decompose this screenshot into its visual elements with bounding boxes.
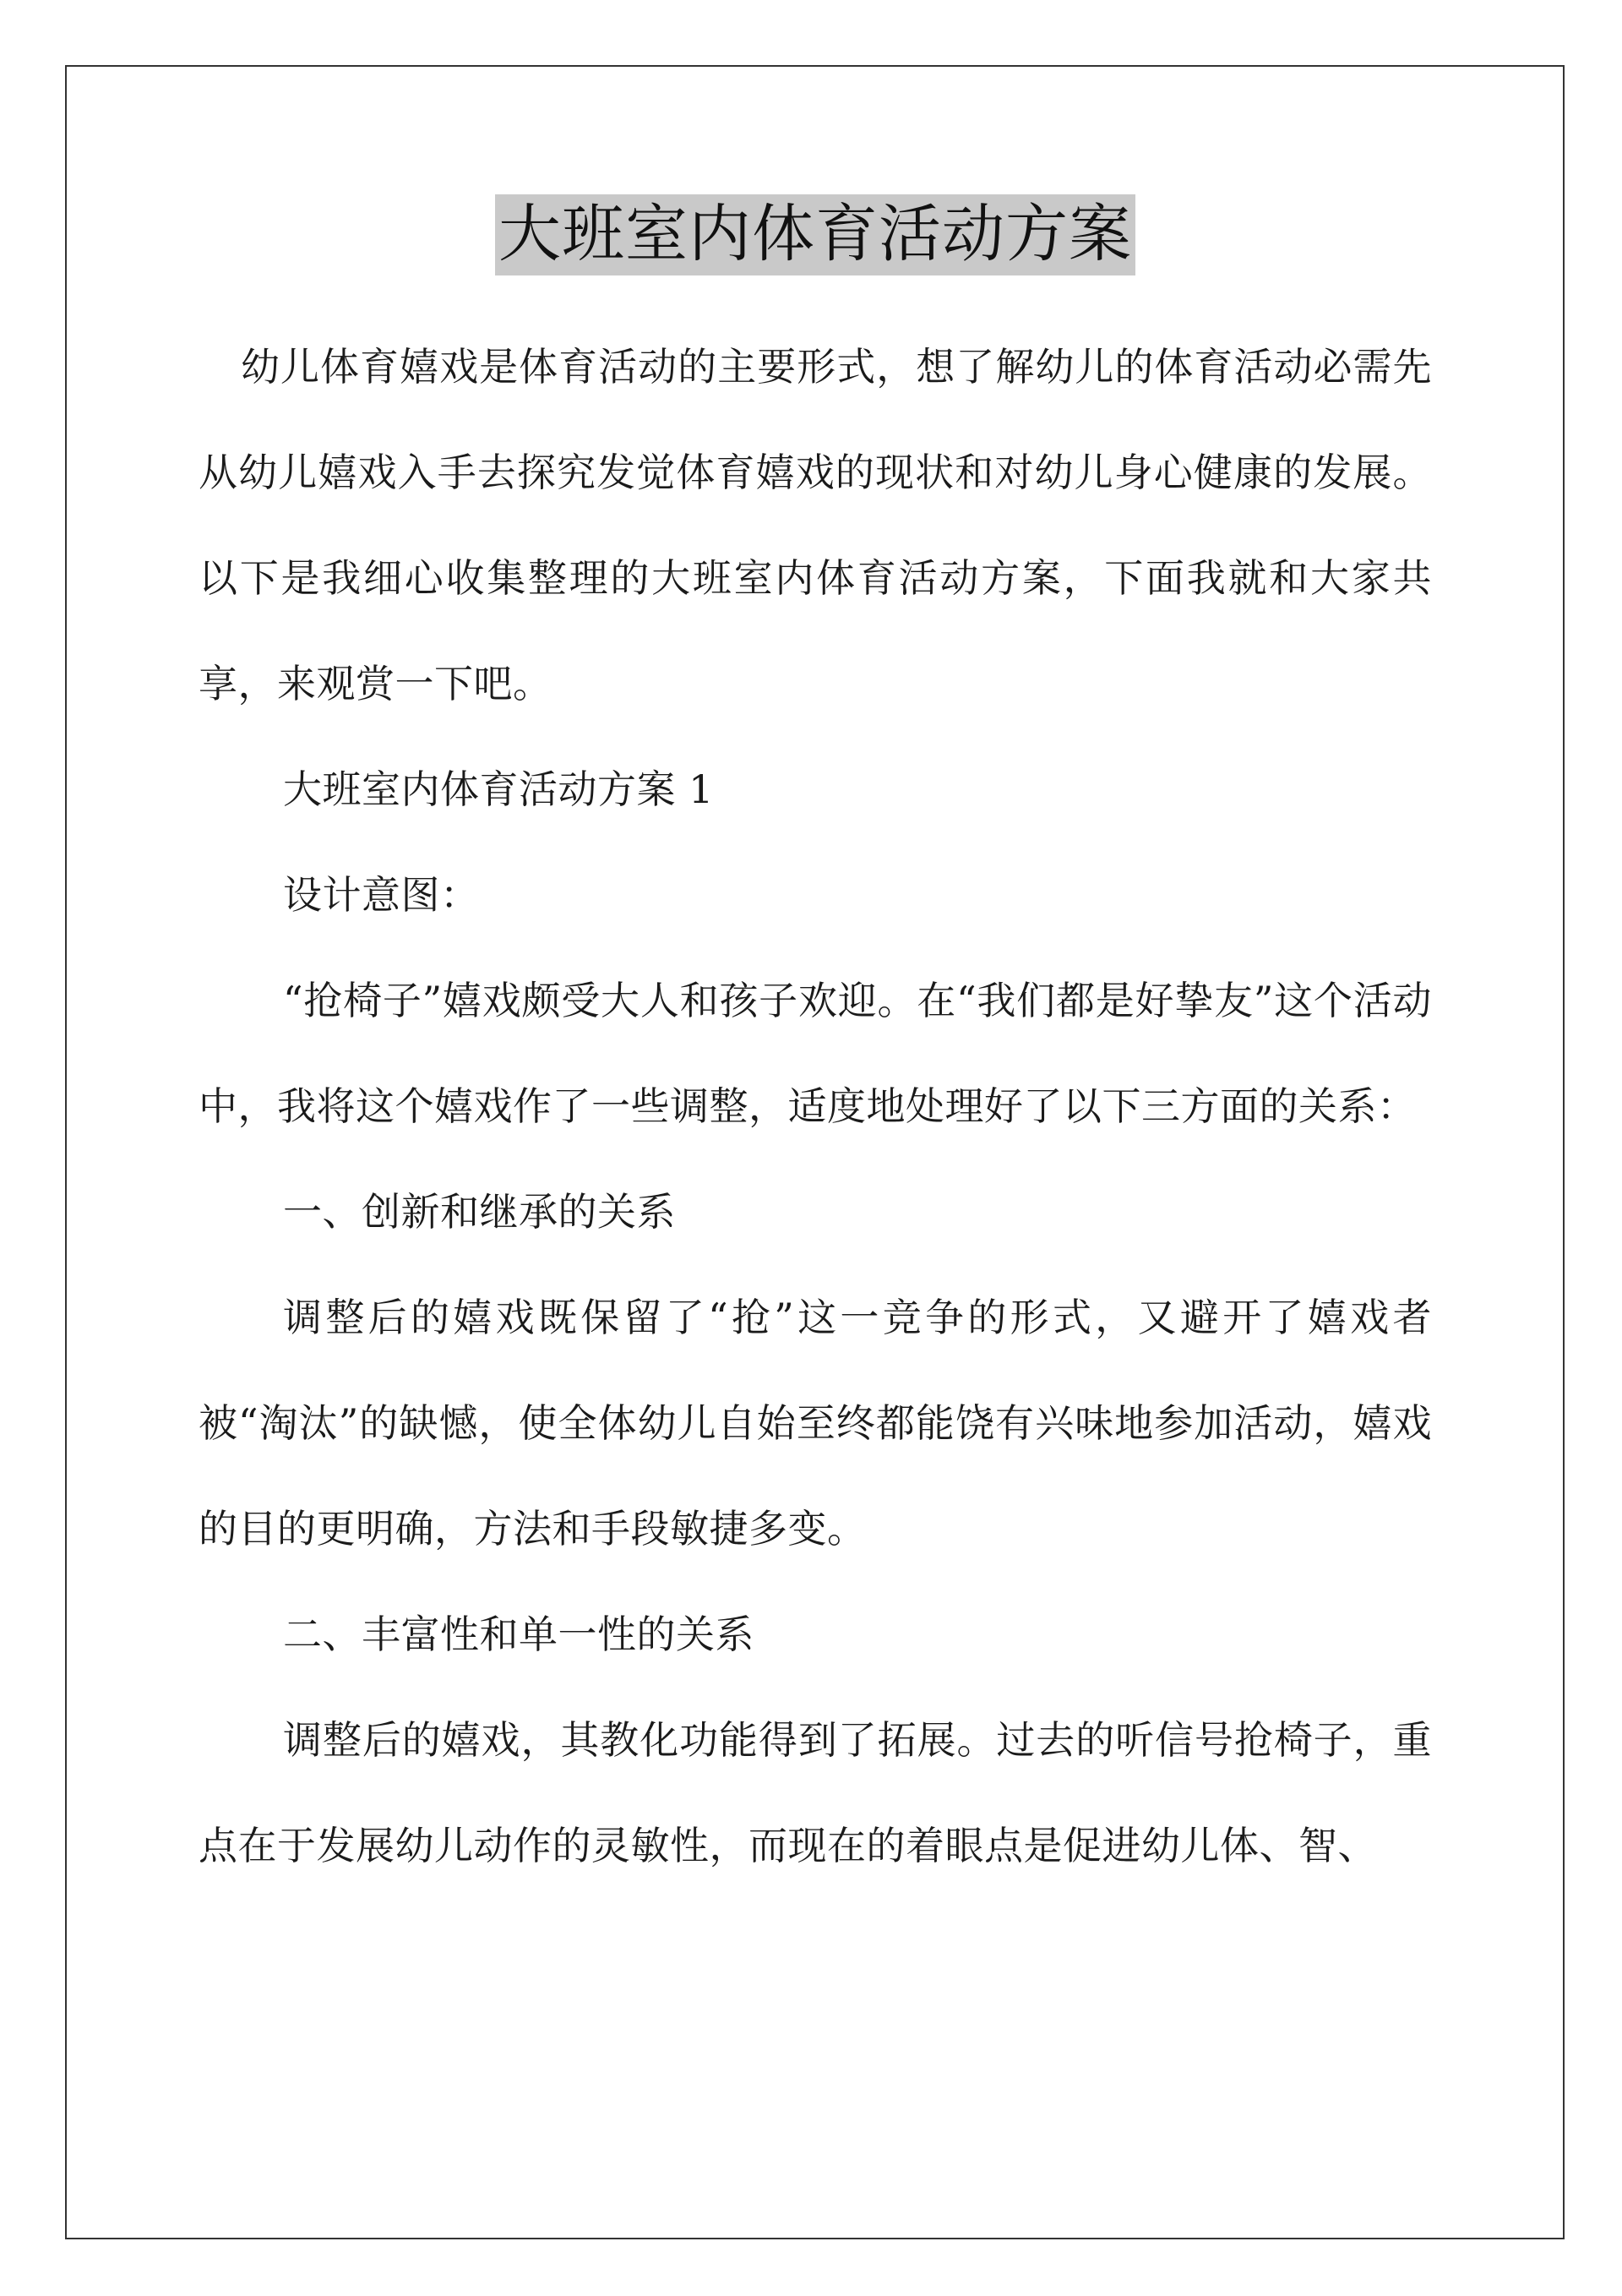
- paragraph-innovation: 调整后的嬉戏既保留了“抢”这一竞争的形式，又避开了嬉戏者被“淘汰”的缺憾，使全体幼儿自始至终都能饶有兴味地参加活动，嬉戏的目的更明确，方法和手段敏捷多变。: [199, 1295, 1432, 1552]
- section-heading-innovation: 一、创新和继承的关系: [283, 1189, 676, 1235]
- section-heading-plan-1: 大班室内体育活动方案 1: [283, 766, 714, 812]
- title-wrap: [199, 194, 1432, 279]
- paragraph-richness: 调整后的嬉戏，其教化功能得到了拓展。过去的听信号抢椅子，重点在于发展幼儿动作的灵敏性，而现在的着眼点是促进幼儿体、智、: [199, 1717, 1432, 1868]
- section-heading-richness: 二、丰富性和单一性的关系: [283, 1612, 754, 1657]
- paragraph-game-description: “抢椅子”嬉戏颇受大人和孩子欢迎。在“我们都是好挚友”这个活动中，我将这个嬉戏作了一些调整，适度地处理好了以下三方面的关系：: [199, 978, 1432, 1129]
- paragraph-intro: 幼儿体育嬉戏是体育活动的主要形式，想了解幼儿的体育活动必需先从幼儿嬉戏入手去探究发觉体育嬉戏的现状和对幼儿身心健康的发展。以下是我细心收集整理的大班室内体育活动方案，下面我就和大家共享，来观赏一下吧。: [199, 344, 1432, 706]
- section-heading-design-intent: 设计意图：: [283, 872, 480, 918]
- document-title: 大班室内体育活动方案: [495, 194, 1135, 275]
- document-body: [199, 194, 1432, 1899]
